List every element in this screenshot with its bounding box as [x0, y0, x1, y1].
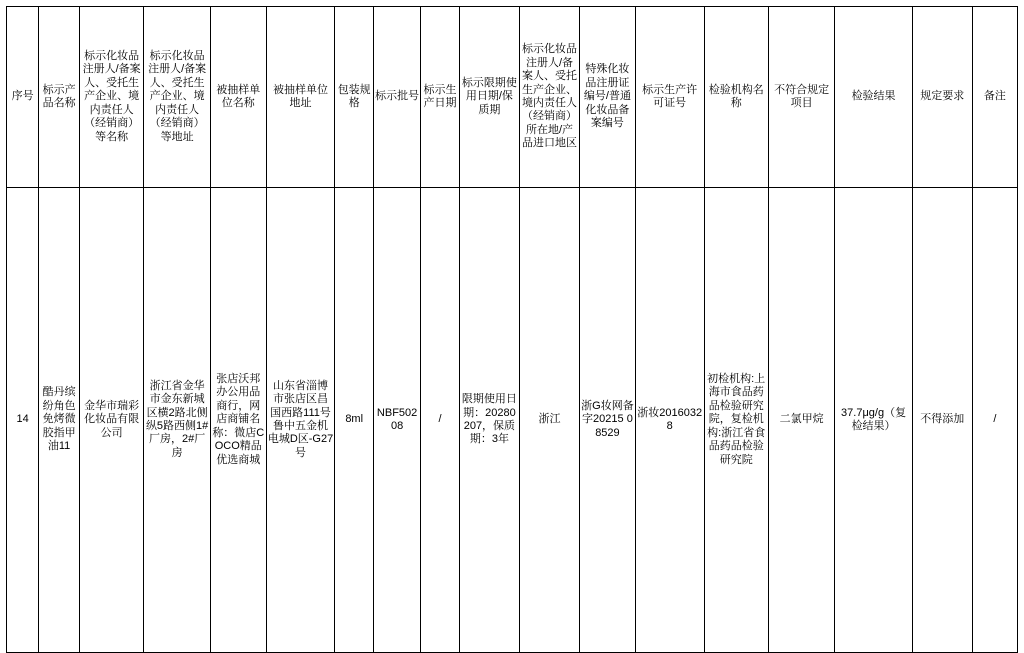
- header-filing-number: 特殊化妆品注册证编号/普通化妆品备案编号: [580, 7, 636, 188]
- cell-batch-number: NBF50208: [374, 188, 421, 653]
- cell-license-number: 浙妆20160328: [635, 188, 704, 653]
- table-row: [7, 188, 1018, 653]
- cell-sampled-unit-name: 张店沃邦办公用品商行，网店商铺名称：微店COCO精品优选商城: [210, 188, 266, 653]
- header-sampled-unit-address: 被抽样单位地址: [266, 7, 335, 188]
- header-index: 序号: [7, 7, 39, 188]
- header-production-date: 标示生产日期: [421, 7, 460, 188]
- cell-index: 14: [7, 188, 39, 653]
- header-inspection-agency: 检验机构名称: [704, 7, 768, 188]
- cell-production-date: /: [421, 188, 460, 653]
- header-package-spec: 包装规格: [335, 7, 374, 188]
- header-registrant-name: 标示化妆品注册人/备案人、受托生产企业、境内责任人（经销商）等名称: [79, 7, 143, 188]
- cell-region: 浙江: [519, 188, 579, 653]
- cell-inspection-result: 37.7μg/g（复检结果）: [835, 188, 912, 653]
- header-license-number: 标示生产许可证号: [635, 7, 704, 188]
- table-header-row: [7, 7, 1018, 188]
- cell-inspection-agency: 初检机构:上海市食品药品检验研究院，复检机构:浙江省食品药品检验研究院: [704, 188, 768, 653]
- header-product-name: 标示产品名称: [39, 7, 80, 188]
- header-nonconforming-item: 不符合规定项目: [768, 7, 835, 188]
- inspection-result-table: [6, 6, 1018, 653]
- header-sampled-unit-name: 被抽样单位名称: [210, 7, 266, 188]
- header-expiry-date: 标示限期使用日期/保质期: [459, 7, 519, 188]
- header-remark: 备注: [972, 7, 1017, 188]
- cell-package-spec: 8ml: [335, 188, 374, 653]
- header-inspection-result: 检验结果: [835, 7, 912, 188]
- header-batch-number: 标示批号: [374, 7, 421, 188]
- header-requirement: 规定要求: [912, 7, 972, 188]
- cell-registrant-address: 浙江省金华市金东新城区横2路北侧纵5路西侧1#厂房，2#厂房: [144, 188, 211, 653]
- header-region: 标示化妆品注册人/备案人、受托生产企业、境内责任人（经销商）所在地/产品进口地区: [519, 7, 579, 188]
- cell-expiry-date: 限期使用日期：20280207，保质期：3年: [459, 188, 519, 653]
- header-registrant-address: 标示化妆品注册人/备案人、受托生产企业、境内责任人（经销商）等地址: [144, 7, 211, 188]
- cell-sampled-unit-address: 山东省淄博市张店区昌国西路111号鲁中五金机电城D区-G27号: [266, 188, 335, 653]
- cell-remark: /: [972, 188, 1017, 653]
- cell-registrant-name: 金华市瑞彩化妆品有限公司: [79, 188, 143, 653]
- cell-product-name: 酷丹缤纷角色免烤微胶指甲油11: [39, 188, 80, 653]
- cell-filing-number: 浙G妆网备字20215 08529: [580, 188, 636, 653]
- cell-nonconforming-item: 二氯甲烷: [768, 188, 835, 653]
- cell-requirement: 不得添加: [912, 188, 972, 653]
